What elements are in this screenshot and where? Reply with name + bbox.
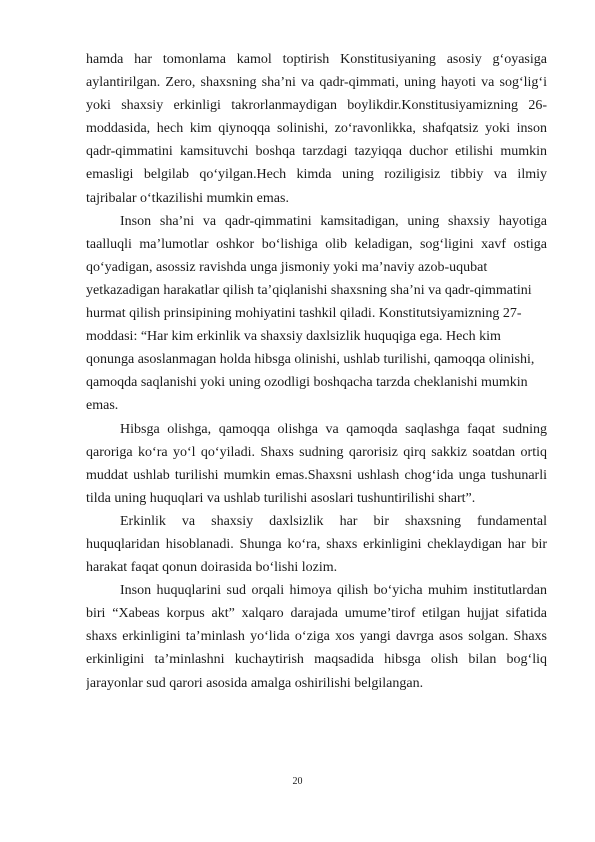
text-line: jarayonlar sud qarori asosida amalga oshirilishi belgilangan.: [86, 675, 424, 691]
text-line: Erkinlik va shaxsiy daxlsizlik har bir shaxsning fundamental: [120, 513, 547, 529]
text-line: shaxs erkinligini ta’minlash yo‘lida o‘ziga xos yangi davrga asos solgan. Shaxs: [86, 629, 547, 645]
text-line: qamoqda saqlanishi yoki uning ozodligi boshqacha tarzda cheklanishi mumkin: [86, 375, 528, 391]
text-line: yoki shaxsiy erkinligi takrorlanmaydigan boylikdir.Konstitusiyamizning 26-: [86, 98, 547, 114]
text-line: yetkazadigan harakatlar qilish ta’qiqlanishi shaxsning sha’ni va qadr-qimmatini: [86, 282, 532, 298]
text-line: qadr-qimmatini kamsituvchi boshqa tarzdagi tazyiqqa duchor etilishi mumkin: [86, 144, 547, 160]
text-line: moddasi: “Har kim erkinlik va shaxsiy daxlsizlik huquqiga ega. Hech kim: [86, 329, 501, 345]
text-line: hurmat qilish prinsipining mohiyatini tashkil qiladi. Konstitutsiyamizning 27-: [86, 306, 522, 322]
text-line: qo‘yadigan, asossiz ravishda unga jismoniy yoki ma’naviy azob-uqubat: [86, 259, 488, 275]
text-line: biri “Xabeas korpus akt” xalqaro darajada umume’tirof etilgan hujjat sifatida: [86, 606, 547, 622]
text-line: qonunga asoslanmagan holda hibsga olinishi, ushlab turilishi, qamoqqa olinishi,: [86, 352, 535, 368]
text-line: erkinligini ta’minlashni kuchaytirish maqsadida hibsga olish bilan bog‘liq: [86, 652, 547, 668]
text-line: hamda har tomonlama kamol toptirish Konstitusiyaning asosiy g‘oyasiga: [86, 52, 547, 67]
text-line: Inson sha’ni va qadr-qimmatini kamsitadigan, uning shaxsiy hayotiga: [120, 213, 547, 229]
page-number: 20: [292, 776, 303, 787]
text-line: harakat faqat qonun doirasida bo‘lishi lozim.: [86, 560, 338, 576]
text-line: qaroriga ko‘ra yo‘l qo‘yiladi. Shaxs sudning qarorisiz qirq sakkiz soatdan ortiq: [86, 444, 547, 460]
text-line: huquqlaridan hisoblanadi. Shunga ko‘ra, shaxs erkinligini cheklaydigan har bir: [86, 536, 547, 552]
body-text: [86, 48, 547, 695]
text-line: emas.: [86, 398, 119, 414]
text-line: emasligi belgilab qo‘yilgan.Hech kimda uning roziligisiz tibbiy va ilmiy: [86, 167, 547, 183]
text-line: taalluqli ma’lumotlar oshkor bo‘lishiga olib keladigan, sog‘ligini xavf ostiga: [86, 236, 547, 252]
text-line: Inson huquqlarini sud orqali himoya qilish bo‘yicha muhim institutlardan: [120, 583, 547, 599]
text-line: tajribalar o‘tkazilishi mumkin emas.: [86, 190, 289, 206]
text-line: tilda uning huquqlari va ushlab turilishi asoslari tushuntirilishi shart”.: [86, 490, 476, 506]
text-line: aylantirilgan. Zero, shaxsning sha’ni va qadr-qimmati, uning hayoti va sog‘lig‘i: [86, 75, 547, 91]
text-line: Hibsga olishga, qamoqqa olishga va qamoqda saqlashga faqat sudning: [120, 421, 547, 437]
text-line: muddat ushlab turilishi mumkin emas.Shaxsni ushlash chog‘ida unga tushunarli: [86, 467, 547, 483]
text-line: moddasida, hech kim qiynoqqa solinishi, zo‘ravonlikka, shafqatsiz yoki inson: [86, 121, 547, 137]
